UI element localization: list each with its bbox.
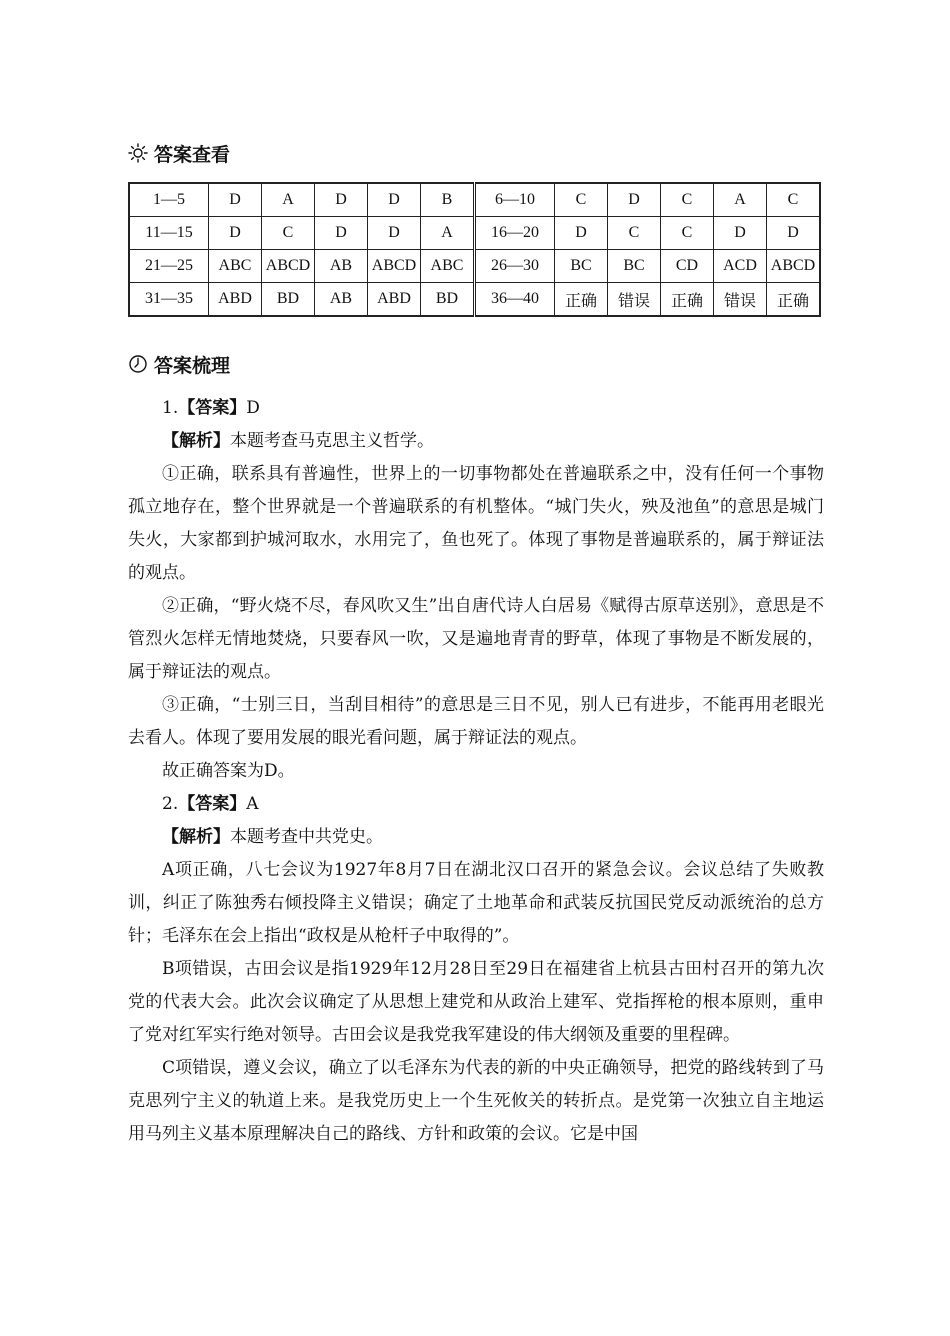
table-cell: 31—35 (129, 283, 209, 317)
paragraph: ①正确，联系具有普遍性，世界上的一切事物都处在普遍联系之中，没有任何一个事物孤立地存在，整个世界就是一个普遍联系的有机整体。“城门失火，殃及池鱼”的意思是城门失火，大家都到护城河取水，水用完了，鱼也死了。体现了事物是普遍联系的，属于辩证法的观点。 (128, 464, 824, 583)
table-row (129, 183, 820, 217)
table-cell: 21—25 (129, 250, 209, 283)
q1-answer-line: 1.【答案】D (162, 398, 260, 418)
sun-icon (128, 143, 148, 163)
table-cell: ABCD (368, 250, 421, 283)
table-cell: A (262, 183, 315, 217)
paragraph: B项错误，古田会议是指1929年12月28日至29日在福建省上杭县古田村召开的第九次党的代表大会。此次会议确定了从思想上建党和从政治上建军、党指挥枪的根本原则，重申了党对红军实行绝对领导。古田会议是我党我军建设的伟大纲领及重要的里程碑。 (128, 959, 824, 1045)
table-cell: D (767, 217, 821, 250)
table-cell: BD (421, 283, 475, 317)
table-cell: AB (315, 250, 368, 283)
table-cell: C (767, 183, 821, 217)
table-cell: ABC (209, 250, 262, 283)
table-cell: C (262, 217, 315, 250)
table-cell: 正确 (661, 283, 714, 317)
q2-analysis-line: 【解析】本题考查中共党史。 (162, 827, 383, 847)
table-cell: C (661, 183, 714, 217)
paragraph: ③正确，“士别三日，当刮目相待”的意思是三日不见，别人已有进步，不能再用老眼光去看人。体现了要用发展的眼光看问题，属于辩证法的观点。 (128, 695, 824, 748)
table-cell: 正确 (767, 283, 821, 317)
answer-table (128, 182, 821, 317)
table-cell: ABD (368, 283, 421, 317)
paragraph: 故正确答案为D。 (162, 761, 295, 781)
table-cell: ABD (209, 283, 262, 317)
section-header-answer-view (128, 138, 230, 168)
table-cell: D (368, 183, 421, 217)
table-cell: 36—40 (475, 283, 555, 317)
table-cell: ABCD (262, 250, 315, 283)
table-cell: 1—5 (129, 183, 209, 217)
table-cell: D (714, 217, 767, 250)
table-cell: 正确 (555, 283, 608, 317)
table-cell: B (421, 183, 475, 217)
table-cell: C (608, 217, 661, 250)
table-cell: 错误 (714, 283, 767, 317)
table-cell: 11—15 (129, 217, 209, 250)
paragraph: C项错误，遵义会议，确立了以毛泽东为代表的新的中央正确领导，把党的路线转到了马克思列宁主义的轨道上来。是我党历史上一个生死攸关的转折点。是党第一次独立自主地运用马列主义基本原理解决自己的路线、方针和政策的会议。它是中国 (128, 1058, 824, 1144)
table-cell: ABCD (767, 250, 821, 283)
table-cell: D (315, 183, 368, 217)
table-cell: D (209, 217, 262, 250)
q1-analysis-line: 【解析】本题考查马克思主义哲学。 (162, 431, 434, 451)
table-cell: 26—30 (475, 250, 555, 283)
table-cell: BD (262, 283, 315, 317)
table-cell: 16—20 (475, 217, 555, 250)
table-cell: D (315, 217, 368, 250)
table-cell: AB (315, 283, 368, 317)
paragraph: ②正确，“野火烧不尽，春风吹又生”出自唐代诗人白居易《赋得古原草送别》，意思是不管烈火怎样无情地焚烧，只要春风一吹，又是遍地青青的野草，体现了事物是不断发展的，属于辩证法的观点。 (128, 596, 824, 682)
table-cell: D (368, 217, 421, 250)
table-cell: 6—10 (475, 183, 555, 217)
q2-answer-line: 2.【答案】A (162, 794, 259, 814)
paragraph: A项正确，八七会议为1927年8月7日在湖北汉口召开的紧急会议。会议总结了失败教训，纠正了陈独秀右倾投降主义错误；确定了土地革命和武装反抗国民党反动派统治的总方针；毛泽东在会上指出“政权是从枪杆子中取得的”。 (128, 860, 824, 946)
table-cell: A (714, 183, 767, 217)
table-cell: D (209, 183, 262, 217)
table-row (129, 250, 820, 283)
table-row (129, 283, 820, 317)
table-cell: BC (608, 250, 661, 283)
table-cell: A (421, 217, 475, 250)
table-cell: ABC (421, 250, 475, 283)
table-cell: 错误 (608, 283, 661, 317)
table-cell: BC (555, 250, 608, 283)
table-cell: ACD (714, 250, 767, 283)
analysis-body (128, 392, 824, 1151)
table-cell: CD (661, 250, 714, 283)
table-cell: D (555, 217, 608, 250)
table-cell: C (555, 183, 608, 217)
table-cell: D (608, 183, 661, 217)
table-row (129, 217, 820, 250)
table-cell: C (661, 217, 714, 250)
section-header-answer-analysis (128, 349, 230, 379)
section-title: 答案查看 (154, 143, 231, 166)
section-title: 答案梳理 (154, 354, 231, 377)
clock-icon (128, 354, 148, 374)
